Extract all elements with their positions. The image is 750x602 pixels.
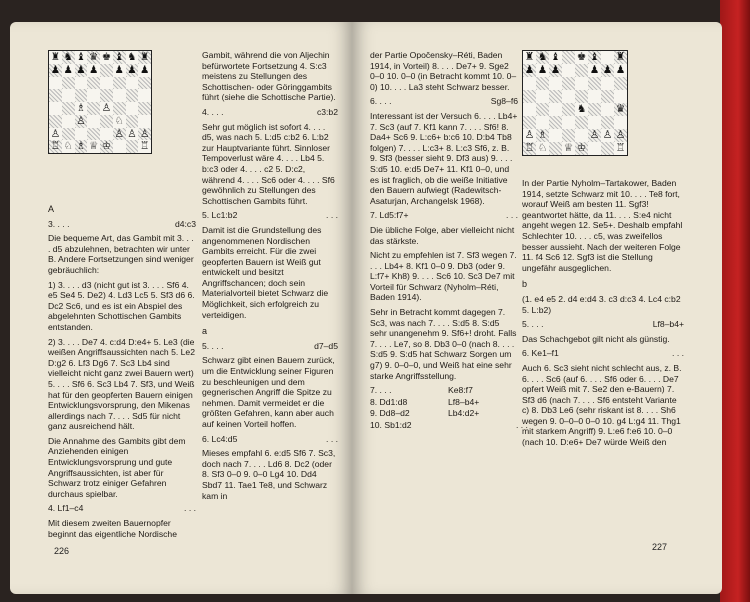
black-pawn-icon: ♟ (524, 63, 535, 77)
board-square (138, 77, 151, 90)
board-square (523, 51, 536, 64)
board-square (75, 77, 88, 90)
black-rook-icon: ♜ (524, 50, 535, 64)
board-square (575, 103, 588, 116)
board-square (588, 129, 601, 142)
board-square (87, 102, 100, 115)
board-square (100, 128, 113, 141)
board-square (75, 140, 88, 153)
board-square (62, 115, 75, 128)
board-square (536, 103, 549, 116)
paragraph: Auch 6. Sc3 sieht nicht schlecht aus, z. B. 6. . . . Sc6 (auf 6. . . . Sf6 oder 6. . . . De7 opfert Weiß mit 7. Se2 den e-Bauern) 7. Sf3 d6 (nach 7. . . . Sf6 entsteht Variante c) 8. Db3 Le6 (sehr riskant ist 8. . . . Sh6 wegen 9. 0–0–0 0–0 10. g4 L:g4 11. Thg1 mit starkem Angriff) 9. L:e6 f:e6 10. 0–0 (nach 10. D:e6+ De7 würde Weiß den (522, 362, 682, 448)
move-line: 6. Lc4:d5 . . . (202, 433, 338, 444)
board-square (523, 77, 536, 90)
paragraph: In der Partie Nyholm–Tartakower, Baden 1914, setzte Schwarz mit 10. . . . Te8 fort, worauf Weiß am besten 11. Sgf3! geantwortet hätte, da 11. . . . S:e4 nicht angeht wegen 12. Se5+. Deshalb empfahl Schlechter 10. . . . c5, was zweifellos besser aussieht. Nach der weiteren Folge 11. f4 Sc6 12. Sgf3 ist die Stellung ungefähr ausgeglichen. (522, 178, 683, 273)
paragraph: Die Annahme des Gambits gibt dem Anziehenden einigen Entwicklungsvorsprung und gute Angriffsaussichten, ist aber für Schwarz trotz einiger Gefahren durchaus spielbar. (48, 435, 186, 499)
board-square (62, 140, 75, 153)
black-knight-icon: ♞ (576, 102, 587, 116)
board-square (126, 115, 139, 128)
white-pawn-icon: ♙ (524, 128, 535, 142)
paragraph: Die bequeme Art, das Gambit mit 3. . . . d5 abzulehnen, betrachten wir unter B. Andere Fortsetzungen sind weniger gebräuchlich: (48, 233, 194, 275)
board-square (113, 77, 126, 90)
chess-diagram-a (48, 50, 152, 154)
board-square (562, 64, 575, 77)
board-square (562, 51, 575, 64)
board-square (49, 140, 62, 153)
black-pawn-icon: ♟ (50, 63, 61, 76)
board-square (87, 51, 100, 64)
move-line: 4. . . . c3:b2 (202, 106, 338, 117)
board-square (113, 128, 126, 141)
board-square (75, 102, 88, 115)
black-knight-icon: ♞ (537, 50, 548, 64)
board-square (601, 116, 614, 129)
board-square (100, 64, 113, 77)
board-square (575, 51, 588, 64)
move-line: 4. Lf1–c4 . . . (48, 503, 196, 514)
board-square (62, 102, 75, 115)
board-square (49, 102, 62, 115)
black-knight-icon: ♞ (63, 51, 73, 64)
section-label: b (522, 279, 528, 290)
right-page (352, 22, 722, 594)
white-queen-icon: ♕ (563, 141, 574, 155)
paragraph: Das Schachgebot gilt nicht als günstig. (522, 333, 670, 344)
board-square (575, 129, 588, 142)
black-queen-icon: ♛ (88, 51, 99, 64)
black-king-icon: ♚ (576, 50, 587, 64)
white-king-icon: ♔ (101, 140, 112, 153)
move-line: 7. Ld5:f7+ . . . (370, 210, 518, 221)
board-square (601, 142, 614, 155)
board-square (588, 77, 601, 90)
paragraph: Mit diesem zweiten Bauernopfer beginnt das eigentliche Nordische (48, 518, 177, 539)
paragraph: (1. e4 e5 2. d4 e:d4 3. c3 d:c3 4. Lc4 c:b2 5. L:b2) (522, 293, 681, 315)
right-column-2 (522, 178, 684, 452)
board-square (562, 103, 575, 116)
white-pawn-icon: ♙ (589, 128, 600, 142)
board-square (614, 103, 627, 116)
black-queen-icon: ♛ (615, 102, 626, 116)
left-page (10, 22, 352, 594)
black-king-icon: ♚ (101, 51, 112, 64)
board-square (523, 116, 536, 129)
board-square (49, 64, 62, 77)
board-square (523, 90, 536, 103)
chess-diagram-b (522, 50, 628, 156)
paragraph: 1) 3. . . . d3 (nicht gut ist 3. . . . Sf6 4. e5 Se4 5. De2) 4. Ld3 Lc5 5. Sf3 d6 6. Dc2 Sc6, und es ist ein Abspiel des abgelehnten Schottischen Gambits entstanden. (48, 279, 195, 332)
board-square (113, 102, 126, 115)
board-square (87, 140, 100, 153)
paragraph: Gambit, während die von Aljechin befürwortete Fortsetzung 4. S:c3 meistens zu Stellungen des Schottischen- oder Göringgambits führt (siehe die Schottische Partie). (202, 50, 336, 103)
board-square (113, 140, 126, 153)
board-square (62, 128, 75, 141)
board-square (549, 142, 562, 155)
black-pawn-icon: ♟ (615, 63, 626, 77)
board-square (113, 115, 126, 128)
board-square (536, 64, 549, 77)
board-square (588, 64, 601, 77)
move-line: 5. . . . d7–d5 (202, 340, 338, 351)
board-square (138, 140, 151, 153)
black-knight-icon: ♞ (127, 51, 137, 64)
board-square (100, 115, 113, 128)
white-pawn-icon: ♙ (101, 102, 112, 115)
board-square (87, 128, 100, 141)
board-square (575, 116, 588, 129)
move-line: 3. . . . d4:c3 (48, 218, 196, 229)
board-square (575, 64, 588, 77)
white-knight-icon: ♘ (537, 141, 548, 155)
move-line: 6. . . . Sg8–f6 (370, 96, 518, 107)
black-pawn-icon: ♟ (114, 63, 124, 76)
board-square (549, 51, 562, 64)
paragraph: Interessant ist der Versuch 6. . . . Lb4+ 7. Sc3 (auf 7. Kf1 kann 7. . . . Sf6! 8. Da4+ Sc6 9. L:c6+ b:c6 10. D:b4 Tb8 folgen) 7. . . . L:c3+ 8. L:c3 Sf6, z. B. 9. Sf3 (besser sieht 9. Df3 aus) 9. . . . S:d5 10. e:d5 De7+ 11. Kf1 0–0, und es ist fraglich, ob die weiße Initiative den Bauern aufwiegt (Radewitsch-Asaturjan, Archangelsk 1968). (370, 110, 518, 206)
white-king-icon: ♔ (576, 141, 587, 155)
board-square (549, 116, 562, 129)
move-table: 7. . . . Ke8:f7 8. Dd1:d8 Lf8–b4+ 9. Dd8–d2 Lb4:d2+ 10. Sb1:d2 . . . (370, 385, 528, 430)
paragraph: Damit ist die Grundstellung des angenommenen Nordischen Gambits erreicht. Für die zwei geopferten Bauern ist Weiß gut entwickelt und besitzt Angriffschancen; doch sein Materialvorteil bietet Schwarz die Möglichkeit, sich erfolgreich zu verteidigen. (202, 224, 329, 320)
board-square (62, 51, 75, 64)
board-square (601, 129, 614, 142)
board-square (75, 115, 88, 128)
board-square (100, 102, 113, 115)
board-square (62, 89, 75, 102)
board-square (536, 90, 549, 103)
paragraph: der Partie Opočensky–Réti, Baden 1914, in Vorteil) 8. . . . De7+ 9. Sge2 0–0 10. 0–0 (in Betracht kommt 10. 0–0) 10. . . . La3 steht Schwarz besser. (370, 50, 517, 92)
white-knight-icon: ♘ (63, 140, 73, 153)
board-square (49, 77, 62, 90)
board-square (549, 64, 562, 77)
paragraph: Mieses empfahl 6. e:d5 Sf6 7. Sc3, doch nach 7. . . . Ld6 8. Dc2 (oder 8. Sf3 0–0 9. 0–0 Lg4 10. Dd4 Sbd7 11. Tae1 Te8, und Schwarz kam in (202, 448, 336, 501)
move-line: 5. . . . Lf8–b4+ (522, 319, 684, 330)
board-square (49, 89, 62, 102)
board-square (126, 77, 139, 90)
board-square (75, 128, 88, 141)
black-pawn-icon: ♟ (63, 63, 73, 76)
white-pawn-icon: ♙ (602, 128, 613, 142)
board-square (49, 115, 62, 128)
board-square (138, 64, 151, 77)
paragraph: Die übliche Folge, aber vielleicht nicht das stärkste. (370, 224, 515, 246)
board-square (562, 129, 575, 142)
white-bishop-icon: ♗ (537, 128, 548, 142)
board-square (575, 90, 588, 103)
paragraph: Schwarz gibt einen Bauern zurück, um die Entwicklung seiner Figuren zu beschleunigen und dem gegnerischen Angriff die Spitze zu nehmen. Damit vermeidet er die größten Gefahren, kann aber auch auf keinen Vorteil hoffen. (202, 355, 335, 429)
black-pawn-icon: ♟ (88, 63, 99, 76)
page-number: 227 (652, 542, 668, 552)
white-pawn-icon: ♙ (615, 128, 626, 142)
paragraph: Sehr in Betracht kommt dagegen 7. Sc3, was nach 7. . . . S:d5 8. S:d5 sehr unangenehm 9. Sf6+! droht. Falls 7. . . . Le7, so 8. Db3 0–0 (nach 8. . . . S:d5 9. S:d5 hat Schwarz Sorgen um g7) 9. 0–0–0, und Weiß hat eine sehr starke Angriffsstellung. (370, 307, 517, 381)
paragraph: 2) 3. . . . De7 4. c:d4 D:e4+ 5. Le3 (die weißen Angriffsaussichten nach 5. Le2 D:g2 6. Lf3 Dg6 7. Sc3 Lb4 sind vielleicht nicht ganz zwei Bauern wert) 5. . . . Sf6 6. Sc3 Lb4 7. Sf3, und Weiß hat für den geopferten Bauern einigen Entwicklungsvorsprung, den Mikenas allerdings nach 7. . . . Sd5 für nicht ganz ausreichend hält. (48, 336, 195, 432)
black-bishop-icon: ♝ (550, 50, 561, 64)
board-square (523, 142, 536, 155)
board-square (138, 102, 151, 115)
board-square (614, 116, 627, 129)
black-pawn-icon: ♟ (589, 63, 600, 77)
white-rook-icon: ♖ (50, 140, 61, 153)
board-square (100, 140, 113, 153)
board-square (536, 129, 549, 142)
black-pawn-icon: ♟ (76, 63, 86, 76)
board-square (62, 77, 75, 90)
board-square (138, 128, 151, 141)
board-square (614, 142, 627, 155)
black-bishop-icon: ♝ (114, 51, 124, 64)
board-square (113, 89, 126, 102)
diagram-label: A (48, 204, 55, 214)
black-rook-icon: ♜ (139, 51, 150, 64)
board-square (536, 51, 549, 64)
move-line: 5. Lc1:b2 . . . (202, 210, 338, 221)
white-pawn-icon: ♙ (139, 127, 150, 140)
board-square (87, 64, 100, 77)
white-pawn-icon: ♙ (127, 127, 137, 140)
board-square (588, 51, 601, 64)
board-square (614, 90, 627, 103)
black-rook-icon: ♜ (615, 50, 626, 64)
board-square (113, 51, 126, 64)
board-square (87, 77, 100, 90)
board-square (49, 51, 62, 64)
left-column-2 (202, 50, 338, 505)
board-square (126, 140, 139, 153)
board-square (549, 77, 562, 90)
right-column-1 (370, 50, 528, 431)
paragraph: Nicht zu empfehlen ist 7. Sf3 wegen 7. . . . Lb4+ 8. Kf1 0–0 9. Db3 (oder 9. L:f7+ Kh8) 9. . . . Sc6 10. Sc3 De7 mit Vorteil für Schwarz (Nyholm–Réti, Baden 1914). (370, 250, 517, 303)
black-pawn-icon: ♟ (602, 63, 613, 77)
board-square (536, 116, 549, 129)
board-square (562, 77, 575, 90)
board-square (549, 129, 562, 142)
board-square (126, 89, 139, 102)
white-knight-icon: ♘ (114, 114, 124, 127)
board-square (75, 64, 88, 77)
paragraph: Sehr gut möglich ist sofort 4. . . . d5, was nach 5. L:d5 c:b2 6. L:b2 zur Hauptvariante führt. Sinnloser Tempoverlust wäre 4. . . . Lb4 5. b:c3 oder 4. . . . c2 5. D:c2, während 4. . . . Sc6 oder 4. . . . Sf6 gewöhnlich zu Stellungen des Schottischen Gambits führt. (202, 121, 335, 206)
board-square (588, 90, 601, 103)
board-square (549, 103, 562, 116)
section-label: a (202, 326, 208, 337)
board-square (113, 64, 126, 77)
black-rook-icon: ♜ (50, 51, 61, 64)
white-pawn-icon: ♙ (114, 127, 124, 140)
white-bishop-icon: ♗ (76, 140, 86, 153)
board-square (126, 51, 139, 64)
board-square (523, 103, 536, 116)
board-square (536, 142, 549, 155)
board-square (588, 142, 601, 155)
board-square (138, 89, 151, 102)
black-bishop-icon: ♝ (589, 50, 600, 64)
board-square (575, 77, 588, 90)
board-square (601, 51, 614, 64)
board-square (126, 64, 139, 77)
board-square (588, 103, 601, 116)
board-square (601, 90, 614, 103)
white-pawn-icon: ♙ (50, 127, 61, 140)
board-square (62, 64, 75, 77)
board-square (75, 89, 88, 102)
white-rook-icon: ♖ (615, 141, 626, 155)
board-square (100, 77, 113, 90)
board-square (100, 89, 113, 102)
board-square (138, 51, 151, 64)
board-square (601, 103, 614, 116)
board-square (601, 77, 614, 90)
white-bishop-icon: ♗ (76, 102, 86, 115)
board-square (614, 51, 627, 64)
board-square (87, 89, 100, 102)
board-square (126, 128, 139, 141)
white-queen-icon: ♕ (88, 140, 99, 153)
board-square (562, 116, 575, 129)
board-square (614, 77, 627, 90)
board-square (614, 129, 627, 142)
move-line: 6. Ke1–f1 . . . (522, 348, 684, 359)
black-pawn-icon: ♟ (139, 63, 150, 76)
board-square (562, 142, 575, 155)
board-square (575, 142, 588, 155)
black-pawn-icon: ♟ (550, 63, 561, 77)
board-square (49, 128, 62, 141)
black-pawn-icon: ♟ (537, 63, 548, 77)
board-square (614, 64, 627, 77)
board-square (87, 115, 100, 128)
book-edge (720, 0, 750, 602)
board-square (536, 77, 549, 90)
board-square (126, 102, 139, 115)
page-number: 226 (54, 546, 70, 556)
board-square (562, 90, 575, 103)
white-rook-icon: ♖ (139, 140, 150, 153)
board-square (549, 90, 562, 103)
board-square (138, 115, 151, 128)
black-bishop-icon: ♝ (76, 51, 86, 64)
board-square (75, 51, 88, 64)
board-square (601, 64, 614, 77)
black-pawn-icon: ♟ (127, 63, 137, 76)
board-square (523, 64, 536, 77)
board-square (588, 116, 601, 129)
board-square (100, 51, 113, 64)
board-square (523, 129, 536, 142)
white-rook-icon: ♖ (524, 141, 535, 155)
left-column-1 (48, 198, 196, 543)
white-pawn-icon: ♙ (76, 114, 86, 127)
